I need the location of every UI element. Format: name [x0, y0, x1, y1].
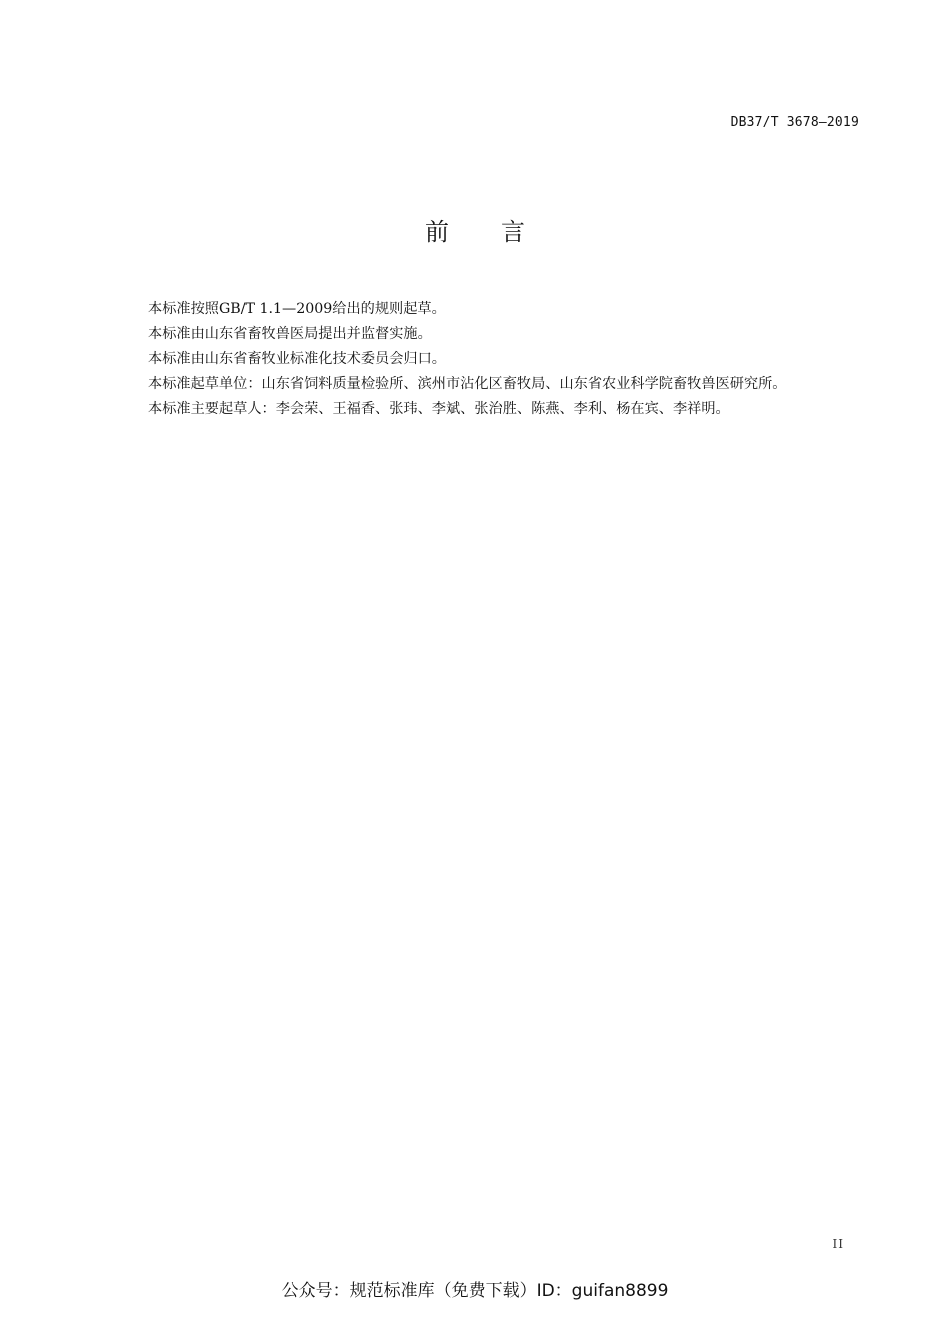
page-number: II	[832, 1237, 844, 1251]
preface-paragraph-drafting-units: 本标准起草单位：山东省饲料质量检验所、滨州市沾化区畜牧局、山东省农业科学院畜牧兽医研究所。	[148, 376, 787, 392]
preface-paragraph-proposer: 本标准由山东省畜牧兽医局提出并监督实施。	[148, 326, 432, 342]
preface-title: 前言	[425, 218, 577, 246]
preface-paragraph-committee: 本标准由山东省畜牧业标准化技术委员会归口。	[148, 351, 446, 367]
preface-paragraph-drafting-rules: 本标准按照GB/T 1.1—2009给出的规则起草。	[148, 301, 446, 317]
watermark-footer: 公众号：规范标准库（免费下载）ID：guifan8899	[281, 1281, 669, 1301]
preface-body	[115, 297, 860, 422]
standard-code: DB37/T 3678—2019	[730, 115, 859, 130]
preface-paragraph-drafters: 本标准主要起草人：李会荣、王福香、张玮、李斌、张治胜、陈燕、李利、杨在宾、李祥明。	[148, 401, 730, 417]
